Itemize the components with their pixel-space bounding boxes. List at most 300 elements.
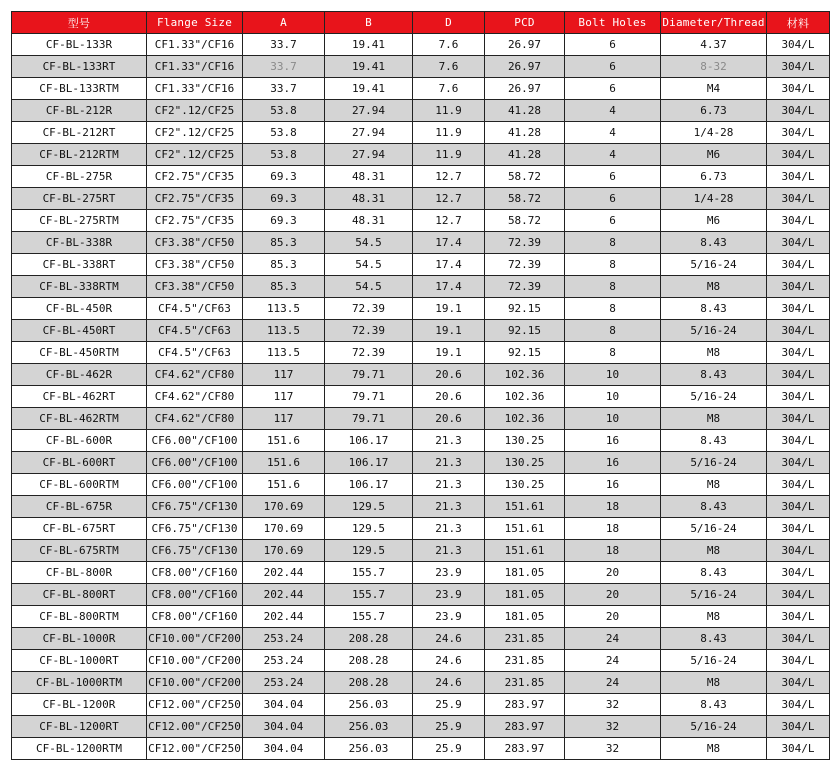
cell-a: 304.04	[243, 716, 325, 738]
cell-b: 208.28	[325, 672, 413, 694]
cell-d: 25.9	[413, 716, 485, 738]
cell-bolt-holes: 8	[565, 342, 661, 364]
cell-material: 304/L	[767, 254, 830, 276]
cell-d: 19.1	[413, 298, 485, 320]
cell-d: 23.9	[413, 562, 485, 584]
table-row	[12, 122, 830, 144]
header-a: A	[243, 12, 325, 34]
cell-d: 21.3	[413, 430, 485, 452]
cell-material: 304/L	[767, 452, 830, 474]
cell-bolt-holes: 10	[565, 386, 661, 408]
table-row	[12, 496, 830, 518]
cell-material: 304/L	[767, 144, 830, 166]
table-row	[12, 694, 830, 716]
cell-diameter-thread: M8	[661, 606, 767, 628]
cell-material: 304/L	[767, 100, 830, 122]
cell-diameter-thread: 8-32	[661, 56, 767, 78]
cell-d: 20.6	[413, 408, 485, 430]
cell-a: 33.7	[243, 56, 325, 78]
cell-pcd: 283.97	[485, 694, 565, 716]
cell-a: 85.3	[243, 276, 325, 298]
cell-flange-size: CF4.62"/CF80	[147, 408, 243, 430]
cell-material: 304/L	[767, 650, 830, 672]
cell-bolt-holes: 8	[565, 298, 661, 320]
cell-b: 129.5	[325, 518, 413, 540]
cell-d: 21.3	[413, 452, 485, 474]
cell-bolt-holes: 6	[565, 56, 661, 78]
table-row	[12, 276, 830, 298]
cell-material: 304/L	[767, 474, 830, 496]
cell-a: 253.24	[243, 650, 325, 672]
cell-d: 25.9	[413, 694, 485, 716]
cell-material: 304/L	[767, 672, 830, 694]
table-row	[12, 738, 830, 760]
cell-material: 304/L	[767, 188, 830, 210]
cell-a: 151.6	[243, 452, 325, 474]
cell-diameter-thread: 8.43	[661, 496, 767, 518]
cell-a: 113.5	[243, 320, 325, 342]
cell-diameter-thread: 5/16-24	[661, 386, 767, 408]
cell-model: CF-BL-338R	[12, 232, 147, 254]
cell-material: 304/L	[767, 518, 830, 540]
table-row	[12, 188, 830, 210]
table-row	[12, 232, 830, 254]
cell-bolt-holes: 32	[565, 716, 661, 738]
header-material: 材料	[767, 12, 830, 34]
cell-flange-size: CF4.5"/CF63	[147, 342, 243, 364]
table-row	[12, 320, 830, 342]
table-row	[12, 100, 830, 122]
cell-b: 72.39	[325, 298, 413, 320]
cell-pcd: 102.36	[485, 408, 565, 430]
cell-model: CF-BL-450RTM	[12, 342, 147, 364]
cell-a: 69.3	[243, 166, 325, 188]
cell-d: 24.6	[413, 650, 485, 672]
cell-diameter-thread: 8.43	[661, 232, 767, 254]
cell-d: 7.6	[413, 34, 485, 56]
cell-b: 256.03	[325, 694, 413, 716]
cell-bolt-holes: 4	[565, 100, 661, 122]
cell-d: 11.9	[413, 100, 485, 122]
cell-b: 54.5	[325, 276, 413, 298]
cell-a: 33.7	[243, 34, 325, 56]
cell-b: 72.39	[325, 320, 413, 342]
cell-a: 117	[243, 364, 325, 386]
cell-bolt-holes: 24	[565, 628, 661, 650]
cell-b: 79.71	[325, 408, 413, 430]
cell-model: CF-BL-600R	[12, 430, 147, 452]
cell-model: CF-BL-133R	[12, 34, 147, 56]
cell-diameter-thread: 1/4-28	[661, 188, 767, 210]
cell-bolt-holes: 20	[565, 606, 661, 628]
table-row	[12, 452, 830, 474]
cell-bolt-holes: 18	[565, 540, 661, 562]
cell-flange-size: CF3.38"/CF50	[147, 276, 243, 298]
cell-pcd: 72.39	[485, 276, 565, 298]
cell-b: 129.5	[325, 496, 413, 518]
table-row	[12, 210, 830, 232]
cell-flange-size: CF4.62"/CF80	[147, 364, 243, 386]
cell-diameter-thread: M8	[661, 408, 767, 430]
table-row	[12, 166, 830, 188]
cell-b: 106.17	[325, 474, 413, 496]
cell-model: CF-BL-800RT	[12, 584, 147, 606]
cell-pcd: 72.39	[485, 232, 565, 254]
cell-a: 113.5	[243, 342, 325, 364]
cell-material: 304/L	[767, 342, 830, 364]
cell-d: 25.9	[413, 738, 485, 760]
table-row	[12, 78, 830, 100]
table-row	[12, 518, 830, 540]
cell-a: 151.6	[243, 430, 325, 452]
cell-a: 202.44	[243, 562, 325, 584]
cell-b: 19.41	[325, 78, 413, 100]
cell-model: CF-BL-462R	[12, 364, 147, 386]
header-model: 型号	[12, 12, 147, 34]
cell-diameter-thread: 5/16-24	[661, 254, 767, 276]
cell-b: 79.71	[325, 386, 413, 408]
cell-diameter-thread: M8	[661, 540, 767, 562]
cell-flange-size: CF4.62"/CF80	[147, 386, 243, 408]
cell-flange-size: CF3.38"/CF50	[147, 254, 243, 276]
cell-bolt-holes: 8	[565, 276, 661, 298]
cell-d: 24.6	[413, 628, 485, 650]
cell-material: 304/L	[767, 232, 830, 254]
cell-model: CF-BL-450RT	[12, 320, 147, 342]
cell-diameter-thread: M8	[661, 672, 767, 694]
table-row	[12, 540, 830, 562]
cell-model: CF-BL-600RT	[12, 452, 147, 474]
cell-model: CF-BL-133RT	[12, 56, 147, 78]
cell-flange-size: CF10.00"/CF200	[147, 628, 243, 650]
cell-flange-size: CF2.75"/CF35	[147, 188, 243, 210]
cell-bolt-holes: 18	[565, 496, 661, 518]
cell-material: 304/L	[767, 34, 830, 56]
cell-flange-size: CF12.00"/CF250	[147, 716, 243, 738]
cell-flange-size: CF10.00"/CF200	[147, 672, 243, 694]
cell-bolt-holes: 24	[565, 672, 661, 694]
table-row	[12, 408, 830, 430]
header-pcd: PCD	[485, 12, 565, 34]
cell-b: 27.94	[325, 100, 413, 122]
cell-bolt-holes: 18	[565, 518, 661, 540]
cell-material: 304/L	[767, 738, 830, 760]
cell-diameter-thread: M8	[661, 738, 767, 760]
cell-flange-size: CF6.00"/CF100	[147, 452, 243, 474]
cell-a: 53.8	[243, 122, 325, 144]
cell-bolt-holes: 24	[565, 650, 661, 672]
cell-d: 11.9	[413, 122, 485, 144]
cell-a: 53.8	[243, 144, 325, 166]
cell-b: 27.94	[325, 122, 413, 144]
cell-bolt-holes: 6	[565, 78, 661, 100]
cell-pcd: 26.97	[485, 56, 565, 78]
cell-diameter-thread: M8	[661, 342, 767, 364]
cell-diameter-thread: 6.73	[661, 100, 767, 122]
cell-pcd: 92.15	[485, 342, 565, 364]
cell-pcd: 181.05	[485, 584, 565, 606]
cell-material: 304/L	[767, 496, 830, 518]
cell-a: 202.44	[243, 584, 325, 606]
cell-material: 304/L	[767, 540, 830, 562]
cell-flange-size: CF2".12/CF25	[147, 100, 243, 122]
cell-material: 304/L	[767, 430, 830, 452]
table-row	[12, 606, 830, 628]
cell-d: 21.3	[413, 496, 485, 518]
cell-diameter-thread: 5/16-24	[661, 518, 767, 540]
cell-pcd: 130.25	[485, 452, 565, 474]
cell-a: 69.3	[243, 188, 325, 210]
cell-b: 54.5	[325, 254, 413, 276]
table-row	[12, 650, 830, 672]
cell-d: 7.6	[413, 56, 485, 78]
cell-model: CF-BL-275RT	[12, 188, 147, 210]
cell-flange-size: CF12.00"/CF250	[147, 694, 243, 716]
cell-model: CF-BL-212R	[12, 100, 147, 122]
cell-model: CF-BL-275RTM	[12, 210, 147, 232]
cell-model: CF-BL-1000RTM	[12, 672, 147, 694]
table-header	[12, 12, 830, 34]
cell-b: 48.31	[325, 166, 413, 188]
cell-d: 20.6	[413, 364, 485, 386]
cell-material: 304/L	[767, 210, 830, 232]
cell-material: 304/L	[767, 562, 830, 584]
cell-flange-size: CF4.5"/CF63	[147, 320, 243, 342]
cell-d: 24.6	[413, 672, 485, 694]
cell-bolt-holes: 8	[565, 320, 661, 342]
cell-d: 19.1	[413, 342, 485, 364]
flange-spec-table	[11, 11, 830, 760]
header-bolt-holes: Bolt Holes	[565, 12, 661, 34]
cell-a: 85.3	[243, 254, 325, 276]
cell-diameter-thread: M6	[661, 210, 767, 232]
cell-model: CF-BL-338RTM	[12, 276, 147, 298]
cell-flange-size: CF3.38"/CF50	[147, 232, 243, 254]
cell-diameter-thread: 5/16-24	[661, 716, 767, 738]
cell-a: 33.7	[243, 78, 325, 100]
cell-flange-size: CF2".12/CF25	[147, 144, 243, 166]
cell-diameter-thread: 8.43	[661, 364, 767, 386]
cell-material: 304/L	[767, 78, 830, 100]
cell-bolt-holes: 32	[565, 694, 661, 716]
cell-b: 155.7	[325, 606, 413, 628]
cell-model: CF-BL-1200RTM	[12, 738, 147, 760]
cell-d: 23.9	[413, 584, 485, 606]
cell-bolt-holes: 8	[565, 254, 661, 276]
cell-diameter-thread: 8.43	[661, 562, 767, 584]
cell-bolt-holes: 6	[565, 188, 661, 210]
cell-bolt-holes: 6	[565, 34, 661, 56]
cell-flange-size: CF1.33"/CF16	[147, 78, 243, 100]
cell-a: 117	[243, 408, 325, 430]
cell-pcd: 58.72	[485, 188, 565, 210]
cell-flange-size: CF12.00"/CF250	[147, 738, 243, 760]
cell-diameter-thread: 5/16-24	[661, 452, 767, 474]
cell-pcd: 41.28	[485, 122, 565, 144]
cell-d: 19.1	[413, 320, 485, 342]
cell-pcd: 58.72	[485, 210, 565, 232]
cell-pcd: 151.61	[485, 496, 565, 518]
cell-diameter-thread: 1/4-28	[661, 122, 767, 144]
cell-diameter-thread: 4.37	[661, 34, 767, 56]
table-row	[12, 364, 830, 386]
cell-material: 304/L	[767, 694, 830, 716]
cell-flange-size: CF8.00"/CF160	[147, 584, 243, 606]
cell-a: 170.69	[243, 540, 325, 562]
cell-bolt-holes: 16	[565, 474, 661, 496]
cell-model: CF-BL-275R	[12, 166, 147, 188]
cell-bolt-holes: 16	[565, 430, 661, 452]
cell-material: 304/L	[767, 606, 830, 628]
cell-pcd: 181.05	[485, 606, 565, 628]
cell-flange-size: CF2.75"/CF35	[147, 166, 243, 188]
table-row	[12, 56, 830, 78]
cell-d: 7.6	[413, 78, 485, 100]
cell-pcd: 41.28	[485, 144, 565, 166]
cell-pcd: 231.85	[485, 628, 565, 650]
cell-b: 106.17	[325, 430, 413, 452]
cell-pcd: 283.97	[485, 738, 565, 760]
cell-material: 304/L	[767, 298, 830, 320]
cell-flange-size: CF1.33"/CF16	[147, 34, 243, 56]
cell-pcd: 130.25	[485, 430, 565, 452]
header-flange-size: Flange Size	[147, 12, 243, 34]
cell-pcd: 130.25	[485, 474, 565, 496]
cell-pcd: 41.28	[485, 100, 565, 122]
table-row	[12, 144, 830, 166]
cell-d: 17.4	[413, 232, 485, 254]
cell-d: 20.6	[413, 386, 485, 408]
cell-d: 12.7	[413, 166, 485, 188]
cell-flange-size: CF8.00"/CF160	[147, 606, 243, 628]
cell-b: 72.39	[325, 342, 413, 364]
cell-b: 27.94	[325, 144, 413, 166]
cell-diameter-thread: M4	[661, 78, 767, 100]
cell-pcd: 26.97	[485, 34, 565, 56]
cell-bolt-holes: 6	[565, 210, 661, 232]
cell-a: 253.24	[243, 672, 325, 694]
cell-material: 304/L	[767, 122, 830, 144]
cell-diameter-thread: 8.43	[661, 628, 767, 650]
cell-model: CF-BL-675R	[12, 496, 147, 518]
cell-material: 304/L	[767, 276, 830, 298]
cell-model: CF-BL-800R	[12, 562, 147, 584]
cell-flange-size: CF6.75"/CF130	[147, 518, 243, 540]
cell-d: 23.9	[413, 606, 485, 628]
table-row	[12, 474, 830, 496]
cell-material: 304/L	[767, 56, 830, 78]
cell-pcd: 231.85	[485, 672, 565, 694]
cell-d: 17.4	[413, 276, 485, 298]
cell-pcd: 92.15	[485, 298, 565, 320]
cell-b: 208.28	[325, 628, 413, 650]
cell-diameter-thread: M8	[661, 474, 767, 496]
table-row	[12, 34, 830, 56]
cell-model: CF-BL-212RT	[12, 122, 147, 144]
cell-b: 19.41	[325, 56, 413, 78]
cell-diameter-thread: 5/16-24	[661, 320, 767, 342]
cell-bolt-holes: 10	[565, 408, 661, 430]
cell-diameter-thread: 8.43	[661, 430, 767, 452]
cell-a: 170.69	[243, 496, 325, 518]
cell-pcd: 102.36	[485, 386, 565, 408]
cell-bolt-holes: 32	[565, 738, 661, 760]
cell-a: 113.5	[243, 298, 325, 320]
cell-flange-size: CF6.75"/CF130	[147, 496, 243, 518]
cell-model: CF-BL-1200RT	[12, 716, 147, 738]
cell-b: 208.28	[325, 650, 413, 672]
cell-pcd: 151.61	[485, 518, 565, 540]
cell-d: 12.7	[413, 210, 485, 232]
cell-model: CF-BL-800RTM	[12, 606, 147, 628]
cell-a: 69.3	[243, 210, 325, 232]
cell-material: 304/L	[767, 166, 830, 188]
cell-bolt-holes: 10	[565, 364, 661, 386]
cell-b: 106.17	[325, 452, 413, 474]
cell-a: 117	[243, 386, 325, 408]
cell-diameter-thread: M8	[661, 276, 767, 298]
cell-d: 17.4	[413, 254, 485, 276]
cell-d: 11.9	[413, 144, 485, 166]
cell-model: CF-BL-462RT	[12, 386, 147, 408]
cell-model: CF-BL-1000RT	[12, 650, 147, 672]
cell-d: 21.3	[413, 540, 485, 562]
cell-pcd: 26.97	[485, 78, 565, 100]
cell-material: 304/L	[767, 584, 830, 606]
cell-d: 21.3	[413, 518, 485, 540]
cell-pcd: 181.05	[485, 562, 565, 584]
cell-bolt-holes: 16	[565, 452, 661, 474]
header-d: D	[413, 12, 485, 34]
cell-bolt-holes: 4	[565, 144, 661, 166]
cell-pcd: 231.85	[485, 650, 565, 672]
cell-model: CF-BL-675RT	[12, 518, 147, 540]
cell-bolt-holes: 20	[565, 584, 661, 606]
cell-material: 304/L	[767, 364, 830, 386]
header-diameter-thread: Diameter/Thread	[661, 12, 767, 34]
cell-a: 304.04	[243, 694, 325, 716]
table-row	[12, 716, 830, 738]
cell-bolt-holes: 8	[565, 232, 661, 254]
table-row	[12, 342, 830, 364]
cell-b: 129.5	[325, 540, 413, 562]
cell-model: CF-BL-1000R	[12, 628, 147, 650]
cell-b: 256.03	[325, 716, 413, 738]
cell-pcd: 283.97	[485, 716, 565, 738]
cell-b: 79.71	[325, 364, 413, 386]
cell-model: CF-BL-450R	[12, 298, 147, 320]
cell-b: 155.7	[325, 562, 413, 584]
cell-a: 170.69	[243, 518, 325, 540]
table-row	[12, 672, 830, 694]
cell-material: 304/L	[767, 716, 830, 738]
cell-flange-size: CF6.00"/CF100	[147, 474, 243, 496]
cell-a: 304.04	[243, 738, 325, 760]
cell-d: 12.7	[413, 188, 485, 210]
cell-model: CF-BL-338RT	[12, 254, 147, 276]
table-body	[12, 34, 830, 760]
cell-flange-size: CF6.75"/CF130	[147, 540, 243, 562]
cell-a: 202.44	[243, 606, 325, 628]
cell-model: CF-BL-675RTM	[12, 540, 147, 562]
cell-b: 48.31	[325, 188, 413, 210]
cell-bolt-holes: 20	[565, 562, 661, 584]
cell-model: CF-BL-462RTM	[12, 408, 147, 430]
cell-a: 151.6	[243, 474, 325, 496]
cell-b: 54.5	[325, 232, 413, 254]
cell-flange-size: CF2".12/CF25	[147, 122, 243, 144]
cell-pcd: 72.39	[485, 254, 565, 276]
